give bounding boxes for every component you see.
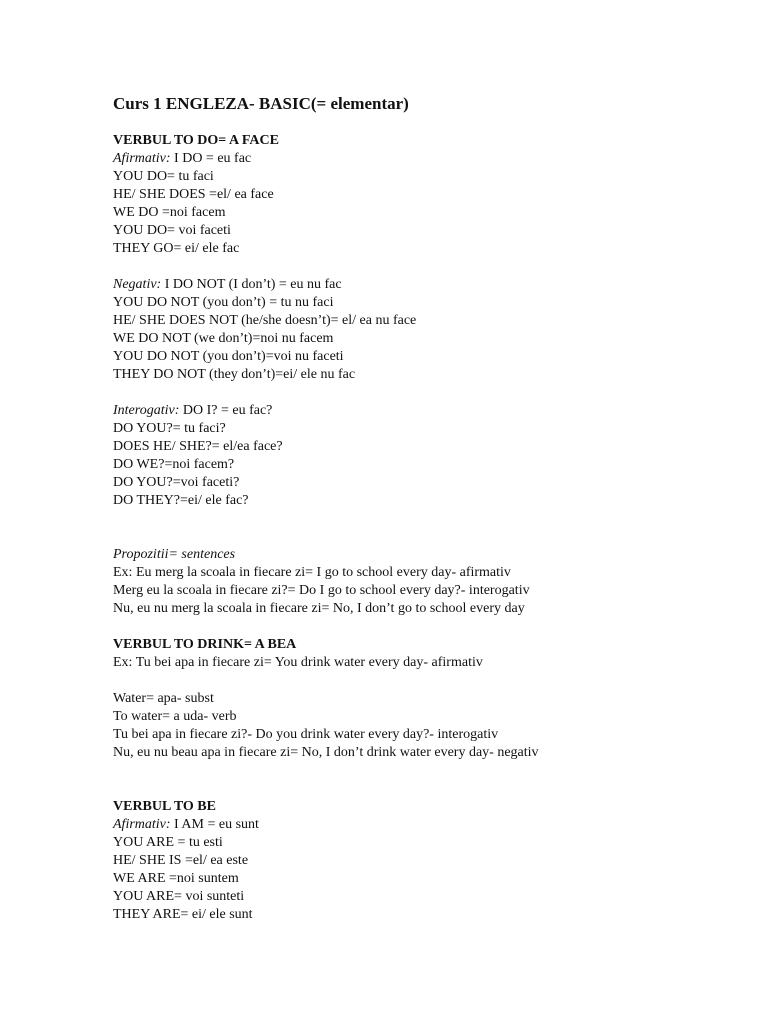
to-do-negativ-line: YOU DO NOT (you don’t) = tu nu faci (113, 295, 334, 310)
spacer (113, 672, 733, 690)
to-do-interogativ-line: DO THEY?=ei/ ele fac? (113, 493, 249, 508)
to-do-interogativ-text: DO I? = eu fac? (179, 403, 273, 418)
section-heading-to-be: VERBUL TO BE (113, 799, 216, 814)
sentence-line: Ex: Eu merg la scoala in fiecare zi= I go to school every day- afirmativ (113, 565, 511, 580)
to-do-negativ-line (113, 276, 733, 294)
afirmativ-label: Afirmativ: (113, 817, 171, 832)
to-do-afirmativ-line: HE/ SHE DOES =el/ ea face (113, 187, 274, 202)
to-drink-line: Water= apa- subst (113, 691, 214, 706)
to-be-afirmativ-line: YOU ARE = tu esti (113, 835, 223, 850)
to-drink-line: Nu, eu nu beau apa in fiecare zi= No, I don’t drink water every day- negativ (113, 745, 539, 760)
to-do-afirmativ-line: WE DO =noi facem (113, 205, 226, 220)
to-do-negativ-line: YOU DO NOT (you don’t)=voi nu faceti (113, 349, 344, 364)
sentence-line: Nu, eu nu merg la scoala in fiecare zi= No, I don’t go to school every day (113, 601, 525, 616)
to-be-afirmativ-line: THEY ARE= ei/ ele sunt (113, 907, 253, 922)
to-be-afirmativ-line (113, 816, 733, 834)
spacer (113, 384, 733, 402)
to-do-interogativ-line: DO YOU?= tu faci? (113, 421, 226, 436)
spacer (113, 618, 733, 636)
to-drink-line: Tu bei apa in fiecare zi?- Do you drink water every day?- interogativ (113, 727, 499, 742)
to-be-afirmativ-line: YOU ARE= voi sunteti (113, 889, 245, 904)
to-do-afirmativ-line (113, 150, 733, 168)
spacer (113, 762, 733, 798)
to-do-afirmativ-line: YOU DO= voi faceti (113, 223, 231, 238)
to-do-negativ-line: WE DO NOT (we don’t)=noi nu facem (113, 331, 334, 346)
afirmativ-label: Afirmativ: (113, 151, 171, 166)
to-do-negativ-line: THEY DO NOT (they don’t)=ei/ ele nu fac (113, 367, 356, 382)
to-do-afirmativ-line: THEY GO= ei/ ele fac (113, 241, 240, 256)
to-be-afirmativ-line: HE/ SHE IS =el/ ea este (113, 853, 249, 868)
spacer (113, 258, 733, 276)
to-do-interogativ-line: DO WE?=noi facem? (113, 457, 235, 472)
negativ-label: Negativ: (113, 277, 162, 292)
page-title: Curs 1 ENGLEZA- BASIC(= elementar) (113, 94, 409, 113)
section-heading-to-do: VERBUL TO DO= A FACE (113, 133, 279, 148)
to-drink-example: Ex: Tu bei apa in fiecare zi= You drink water every day- afirmativ (113, 655, 483, 670)
propozitii-label: Propozitii= sentences (113, 547, 236, 562)
to-do-interogativ-line: DO YOU?=voi faceti? (113, 475, 240, 490)
to-do-interogativ-line (113, 402, 733, 420)
to-do-negativ-text: I DO NOT (I don’t) = eu nu fac (161, 277, 342, 292)
interogativ-label: Interogativ: (113, 403, 180, 418)
to-do-negativ-line: HE/ SHE DOES NOT (he/she doesn’t)= el/ ea nu face (113, 313, 417, 328)
to-be-afirmativ-text: I AM = eu sunt (170, 817, 259, 832)
to-drink-line: To water= a uda- verb (113, 709, 237, 724)
document-page (113, 94, 733, 924)
to-do-interogativ-line: DOES HE/ SHE?= el/ea face? (113, 439, 283, 454)
section-heading-to-drink: VERBUL TO DRINK= A BEA (113, 637, 297, 652)
to-be-afirmativ-line: WE ARE =noi suntem (113, 871, 239, 886)
to-do-afirmativ-text: I DO = eu fac (170, 151, 252, 166)
spacer (113, 510, 733, 546)
to-do-afirmativ-line: YOU DO= tu faci (113, 169, 214, 184)
sentence-line: Merg eu la scoala in fiecare zi?= Do I go to school every day?- interogativ (113, 583, 530, 598)
